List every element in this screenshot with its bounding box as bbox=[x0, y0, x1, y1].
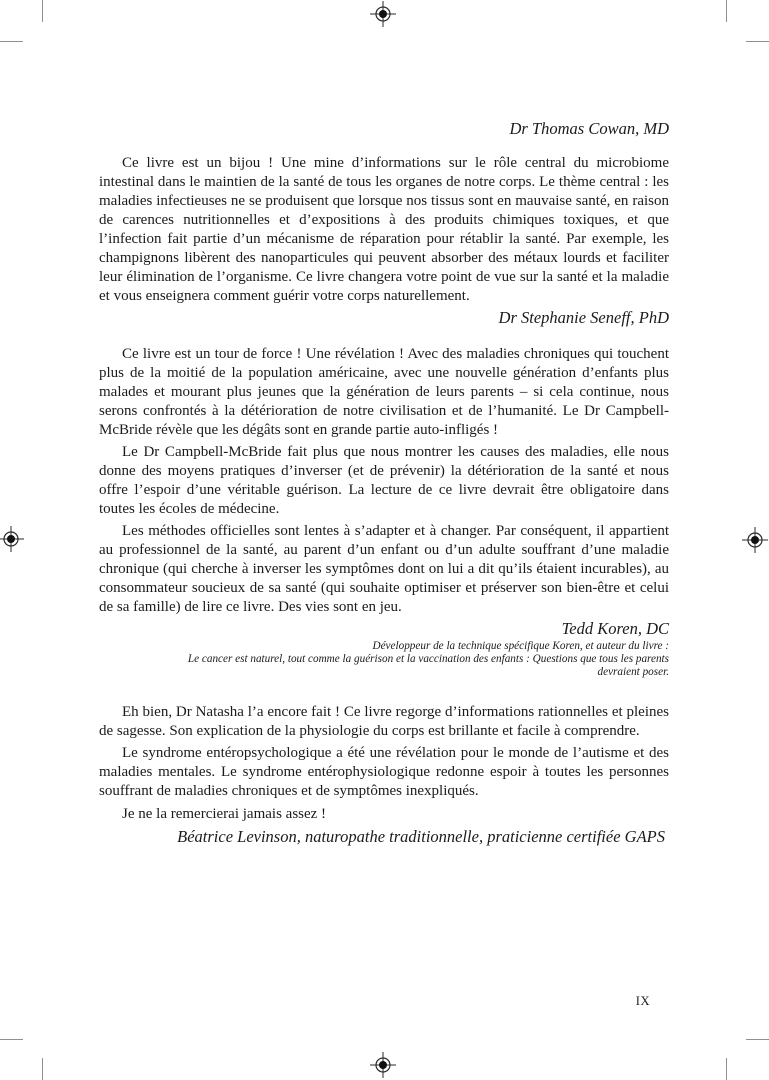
page-number: IX bbox=[635, 994, 650, 1008]
attribution-stephanie-seneff: Dr Stephanie Seneff, PhD bbox=[498, 308, 669, 327]
testimonial-koren-paragraph-3: Les méthodes officielles sont lentes à s’adapter et à changer. Par conséquent, il appartient au professionnel de la santé, au parent d’un enfant ou d’un adulte souffrant d’une maladie chronique (qui cherche à inverser les symptômes dont on lui a dit qu’ils étaient incurables), au consommateur soucieux de sa santé (qui souhaite optimiser et préserver son bien-être et celui de sa famille) de lire ce livre. Des vies sont en jeu. bbox=[99, 523, 669, 615]
crop-mark bbox=[746, 1039, 769, 1040]
attribution-tedd-koren: Tedd Koren, DC bbox=[561, 619, 669, 638]
attribution-beatrice-levinson: Béatrice Levinson, naturopathe traditionnelle, praticienne certifiée GAPS bbox=[177, 827, 665, 846]
testimonial-levinson-paragraph-1: Eh bien, Dr Natasha l’a encore fait ! Ce livre regorge d’informations rationnelles et pleines de sagesse. Son explication de la physiologie du corps est brillante et facile à comprendre. bbox=[99, 704, 669, 739]
registration-mark-icon bbox=[742, 527, 768, 553]
testimonial-seneff-paragraph: Ce livre est un bijou ! Une mine d’informations sur le rôle central du microbiome intestinal dans le maintien de la santé de tous les organes de notre corps. Le thème central : les maladies infectieuses ne se produisent que lorsque nos tissus sont en mauvaise santé, en raison de carences nutritionnelles et d’expositions à des produits chimiques toxiques, et que l’infection fait partie d’un mécanisme de réparation pour rétablir la santé. Par exemple, les champignons libèrent des nanoparticules qui peuvent absorber des métaux lourds et faciliter leur élimination de l’organisme. Ce livre changera votre point de vue sur la santé et la maladie et vous enseignera comment guérir votre corps naturellement. bbox=[99, 155, 669, 304]
testimonial-levinson-paragraph-3: Je ne la remercierai jamais assez ! bbox=[122, 806, 327, 822]
crop-mark bbox=[42, 0, 43, 22]
crop-mark bbox=[42, 1058, 43, 1080]
attribution-koren-subtitle-line: devraient poser. bbox=[597, 666, 669, 678]
crop-mark bbox=[746, 41, 769, 42]
attribution-thomas-cowan: Dr Thomas Cowan, MD bbox=[509, 119, 669, 138]
crop-mark bbox=[0, 41, 23, 42]
crop-mark bbox=[726, 1058, 727, 1080]
registration-mark-icon bbox=[0, 526, 24, 552]
testimonial-koren-paragraph-1: Ce livre est un tour de force ! Une révélation ! Avec des maladies chroniques qui touchent plus de la moitié de la population américaine, avec une nouvelle génération d’enfants plus malades et mourant plus jeunes que la génération de leurs parents – si cela continue, nous serons confrontés à la détérioration de notre civilisation et de l’humanité. Le Dr Campbell-McBride révèle que les dégâts sont en grande partie auto-infligés ! bbox=[99, 346, 669, 438]
attribution-koren-subtitle bbox=[99, 640, 669, 679]
registration-mark-icon bbox=[370, 1052, 396, 1078]
testimonial-koren-paragraph-2: Le Dr Campbell-McBride fait plus que nous montrer les causes des maladies, elle nous donne des moyens pratiques d’inverser (et de prévenir) la détérioration de la santé et nous offre l’espoir d’une véritable guérison. La lecture de ce livre devrait être obligatoire dans toutes les écoles de médecine. bbox=[99, 444, 669, 517]
testimonials-page-body bbox=[99, 118, 669, 847]
testimonial-levinson-paragraph-2: Le syndrome entéropsychologique a été une révélation pour le monde de l’autisme et des maladies mentales. Le syndrome entérophysiologique redonne espoir à toutes les personnes souffrant de maladies chroniques et de symptômes inexpliqués. bbox=[99, 745, 669, 799]
crop-mark bbox=[0, 1039, 23, 1040]
attribution-koren-subtitle-line: Le cancer est naturel, tout comme la guérison et la vaccination des enfants : Questions que tous les parents bbox=[187, 653, 669, 665]
crop-mark bbox=[726, 0, 727, 22]
registration-mark-icon bbox=[370, 1, 396, 27]
attribution-koren-subtitle-line: Développeur de la technique spécifique Koren, et auteur du livre : bbox=[372, 640, 669, 652]
